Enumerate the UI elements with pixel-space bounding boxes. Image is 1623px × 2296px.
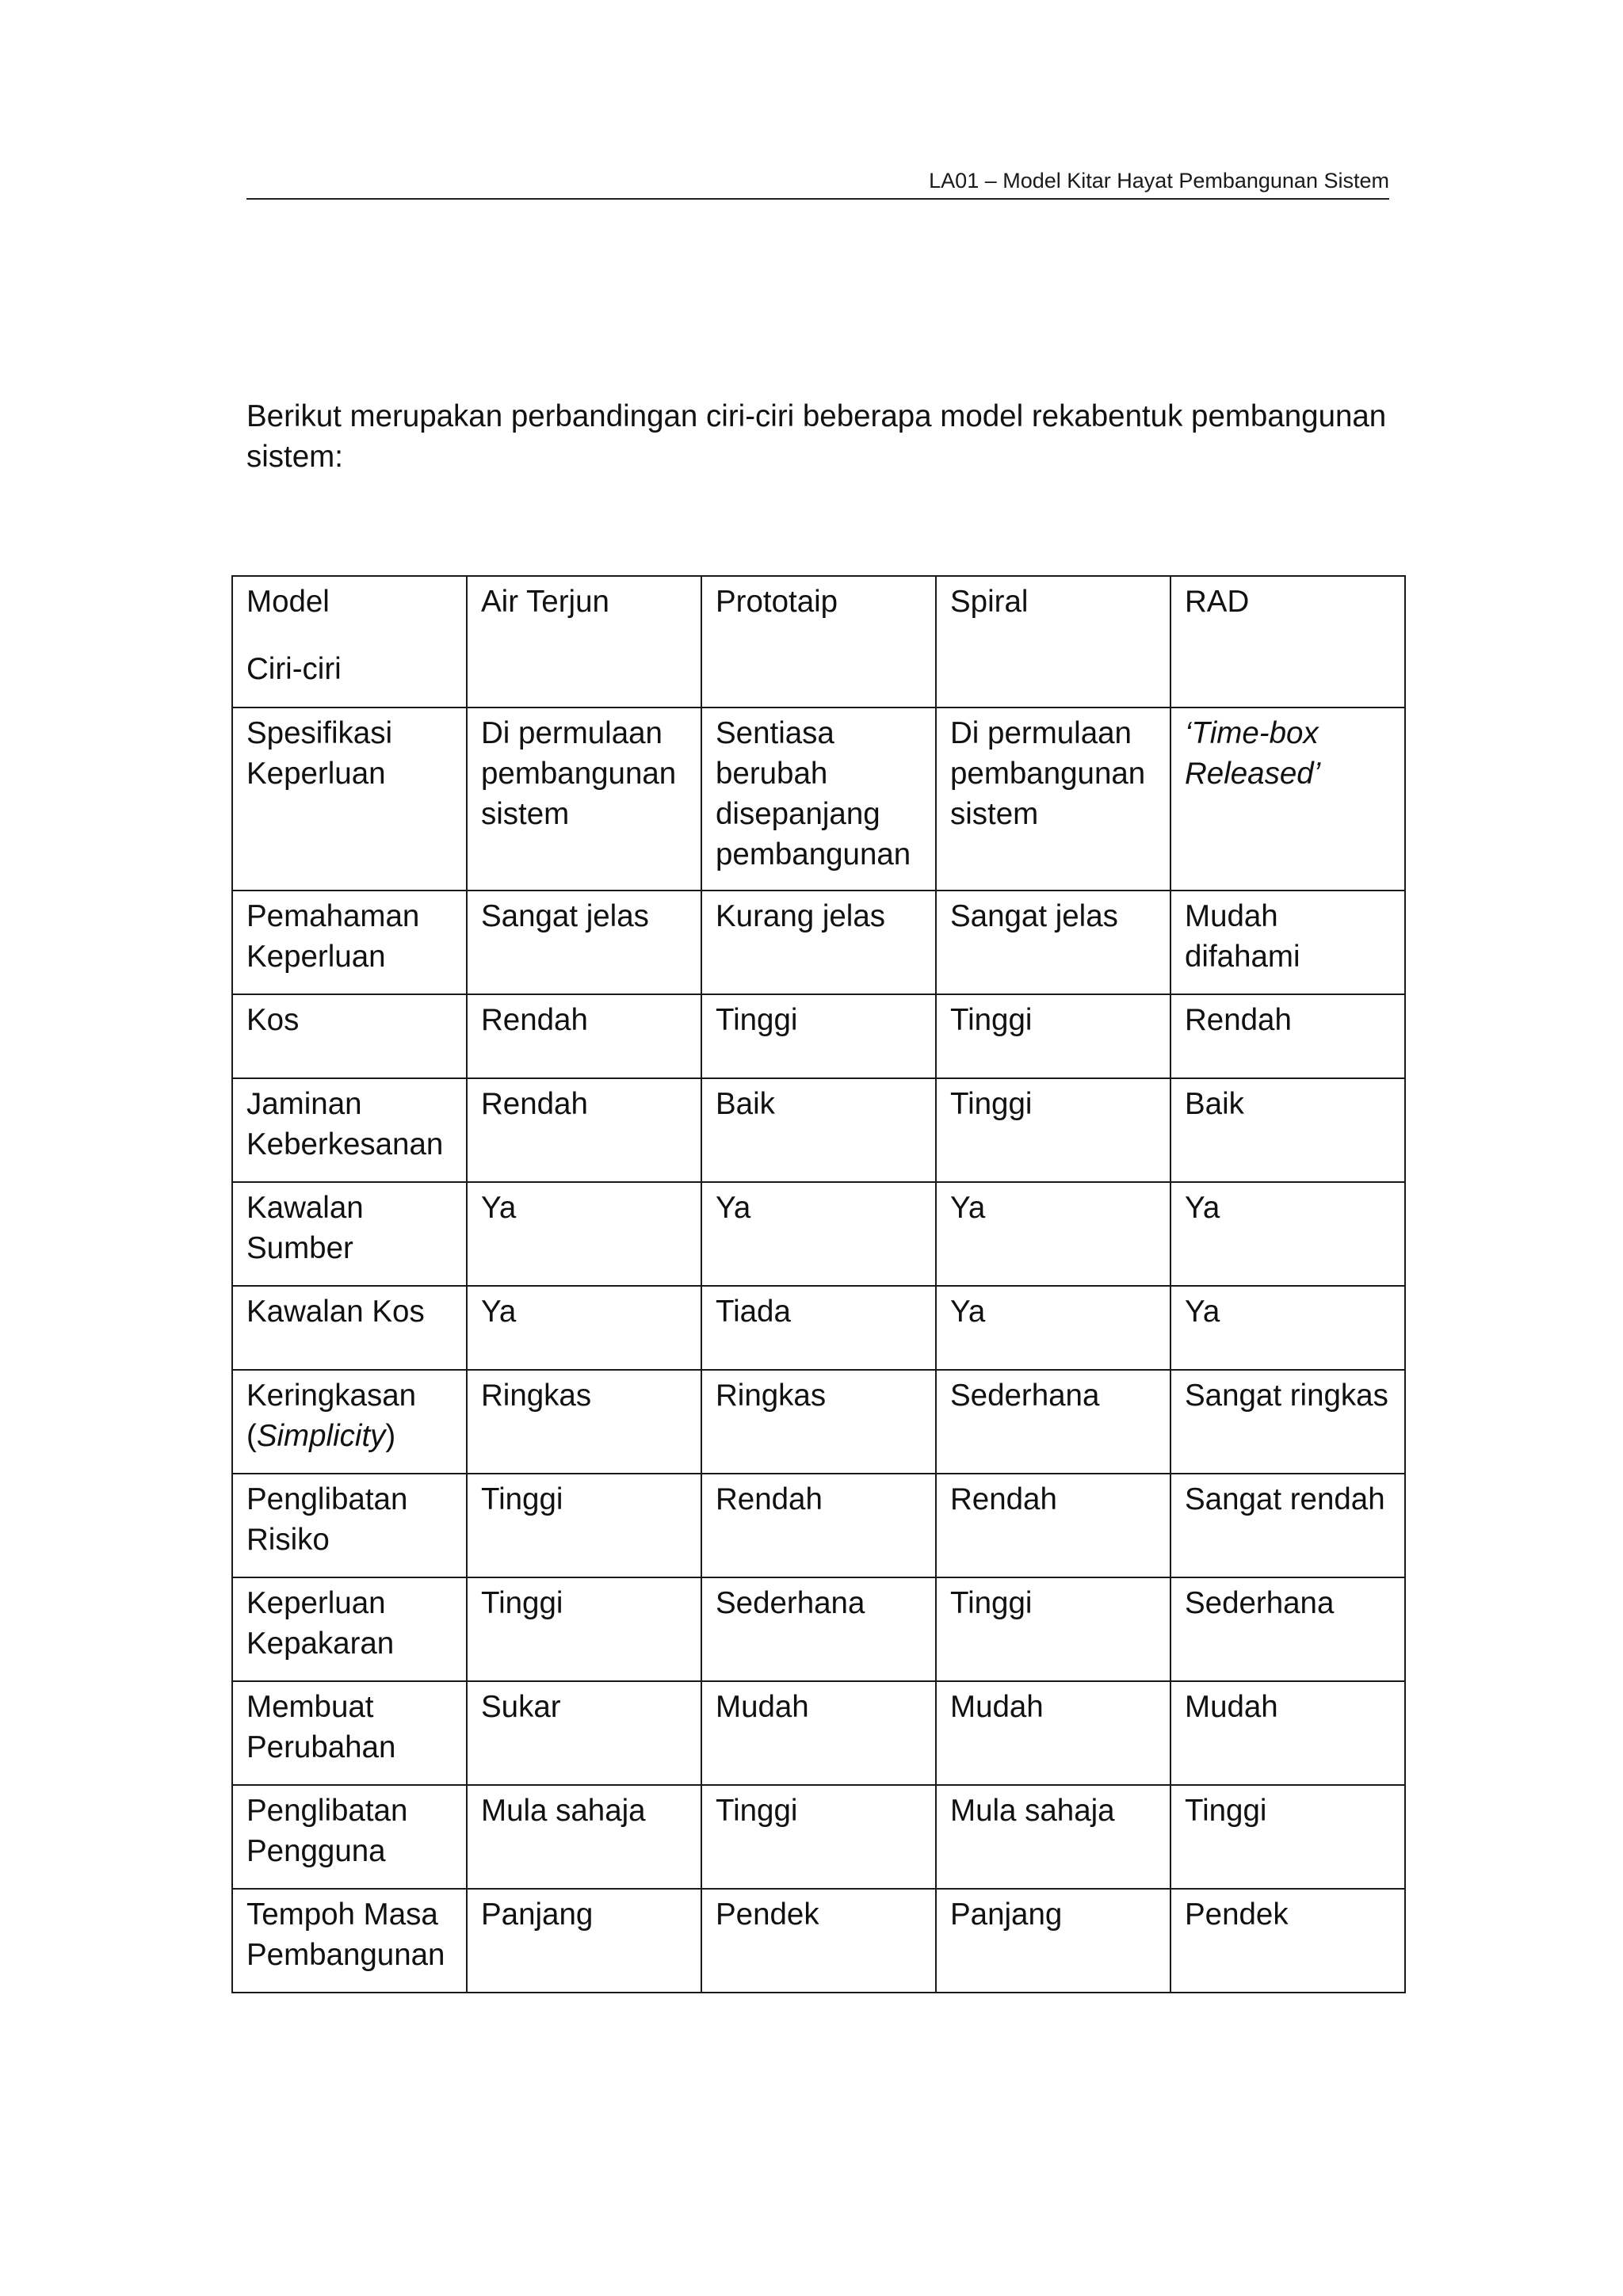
- table-cell: Sangat jelas: [936, 891, 1170, 994]
- row-label: Penglibatan Pengguna: [232, 1785, 467, 1889]
- row-label: Keperluan Kepakaran: [232, 1577, 467, 1681]
- table-cell: Tinggi: [1170, 1785, 1405, 1889]
- table-row: [232, 994, 1405, 1078]
- table-cell: Sangat ringkas: [1170, 1370, 1405, 1474]
- corner-label-model: Model: [246, 585, 330, 619]
- row-label-main: Keringkasan: [246, 1379, 417, 1413]
- row-label: Membuat Perubahan: [232, 1681, 467, 1785]
- table-cell: Sederhana: [936, 1370, 1170, 1474]
- table-cell: Tinggi: [936, 994, 1170, 1078]
- column-header: Spiral: [936, 576, 1170, 707]
- table-cell: Tinggi: [467, 1577, 701, 1681]
- row-label: Kawalan Sumber: [232, 1182, 467, 1286]
- table-cell: Ya: [936, 1286, 1170, 1370]
- table-cell: Ya: [701, 1182, 936, 1286]
- table-row: [232, 1785, 1405, 1889]
- row-label: Penglibatan Risiko: [232, 1474, 467, 1577]
- table-cell: Ringkas: [701, 1370, 936, 1474]
- table-cell: Tinggi: [467, 1474, 701, 1577]
- comparison-table: [231, 575, 1406, 1993]
- table-cell: Mula sahaja: [467, 1785, 701, 1889]
- table-cell: Sederhana: [701, 1577, 936, 1681]
- page-header: [246, 168, 1389, 200]
- table-cell: Rendah: [701, 1474, 936, 1577]
- table-row: [232, 1889, 1405, 1993]
- table-cell: Sangat jelas: [467, 891, 701, 994]
- table-cell: Di permulaan pembangunan sistem: [936, 707, 1170, 891]
- table-row: [232, 707, 1405, 891]
- table-row: [232, 1286, 1405, 1370]
- table-cell: Rendah: [1170, 994, 1405, 1078]
- row-label-paren-close: ): [385, 1419, 396, 1453]
- row-label: [232, 1370, 467, 1474]
- table-cell: Rendah: [936, 1474, 1170, 1577]
- row-label: Kos: [232, 994, 467, 1078]
- table-cell: Tinggi: [701, 994, 936, 1078]
- table-cell: Di permulaan pembangunan sistem: [467, 707, 701, 891]
- table-cell: Ya: [1170, 1286, 1405, 1370]
- column-header: Prototaip: [701, 576, 936, 707]
- column-header: RAD: [1170, 576, 1405, 707]
- table-cell: Sukar: [467, 1681, 701, 1785]
- table-row: [232, 1577, 1405, 1681]
- table-header-row: [232, 576, 1405, 707]
- table-cell: Mudah: [936, 1681, 1170, 1785]
- corner-label-features: Ciri-ciri: [246, 652, 342, 686]
- table-cell: Tinggi: [701, 1785, 936, 1889]
- table-cell: Sentiasa berubah disepanjang pembangunan: [701, 707, 936, 891]
- table-cell: Mudah: [1170, 1681, 1405, 1785]
- table-cell: Panjang: [467, 1889, 701, 1993]
- row-label: Jaminan Keberkesanan: [232, 1078, 467, 1182]
- table-cell: Tinggi: [936, 1577, 1170, 1681]
- column-header: Air Terjun: [467, 576, 701, 707]
- table-row: [232, 1474, 1405, 1577]
- table-cell: Pendek: [1170, 1889, 1405, 1993]
- corner-cell: [232, 576, 467, 707]
- table-cell: Ya: [936, 1182, 1170, 1286]
- table-cell: Baik: [1170, 1078, 1405, 1182]
- table-cell: Tinggi: [936, 1078, 1170, 1182]
- table-cell: Panjang: [936, 1889, 1170, 1993]
- table-cell: Mula sahaja: [936, 1785, 1170, 1889]
- table-row: [232, 1681, 1405, 1785]
- table-row: [232, 891, 1405, 994]
- intro-paragraph: Berikut merupakan perbandingan ciri-ciri beberapa model rekabentuk pembangunan sistem:: [246, 399, 1387, 474]
- table-cell: Rendah: [467, 994, 701, 1078]
- table-cell: Ringkas: [467, 1370, 701, 1474]
- table-cell: Sangat rendah: [1170, 1474, 1405, 1577]
- table-row: [232, 1370, 1405, 1474]
- row-label: Spesifikasi Keperluan: [232, 707, 467, 891]
- table-cell: Kurang jelas: [701, 891, 936, 994]
- table-row: [232, 1182, 1405, 1286]
- table-cell: Pendek: [701, 1889, 936, 1993]
- table-cell: Ya: [467, 1182, 701, 1286]
- table-cell: Ya: [467, 1286, 701, 1370]
- row-label: Pemahaman Keperluan: [232, 891, 467, 994]
- table-cell: ‘Time-box Released’: [1170, 707, 1405, 891]
- row-label-italic: Simplicity: [256, 1419, 386, 1453]
- table-cell: Mudah: [701, 1681, 936, 1785]
- table-cell: Rendah: [467, 1078, 701, 1182]
- row-label: Tempoh Masa Pembangunan: [232, 1889, 467, 1993]
- row-label-paren-open: (: [246, 1419, 257, 1453]
- row-label: Kawalan Kos: [232, 1286, 467, 1370]
- table-cell: Mudah difahami: [1170, 891, 1405, 994]
- header-title: LA01 – Model Kitar Hayat Pembangunan Sistem: [929, 169, 1389, 193]
- table-cell: Tiada: [701, 1286, 936, 1370]
- table-cell: Sederhana: [1170, 1577, 1405, 1681]
- table-cell: Baik: [701, 1078, 936, 1182]
- table-row: [232, 1078, 1405, 1182]
- table-cell: Ya: [1170, 1182, 1405, 1286]
